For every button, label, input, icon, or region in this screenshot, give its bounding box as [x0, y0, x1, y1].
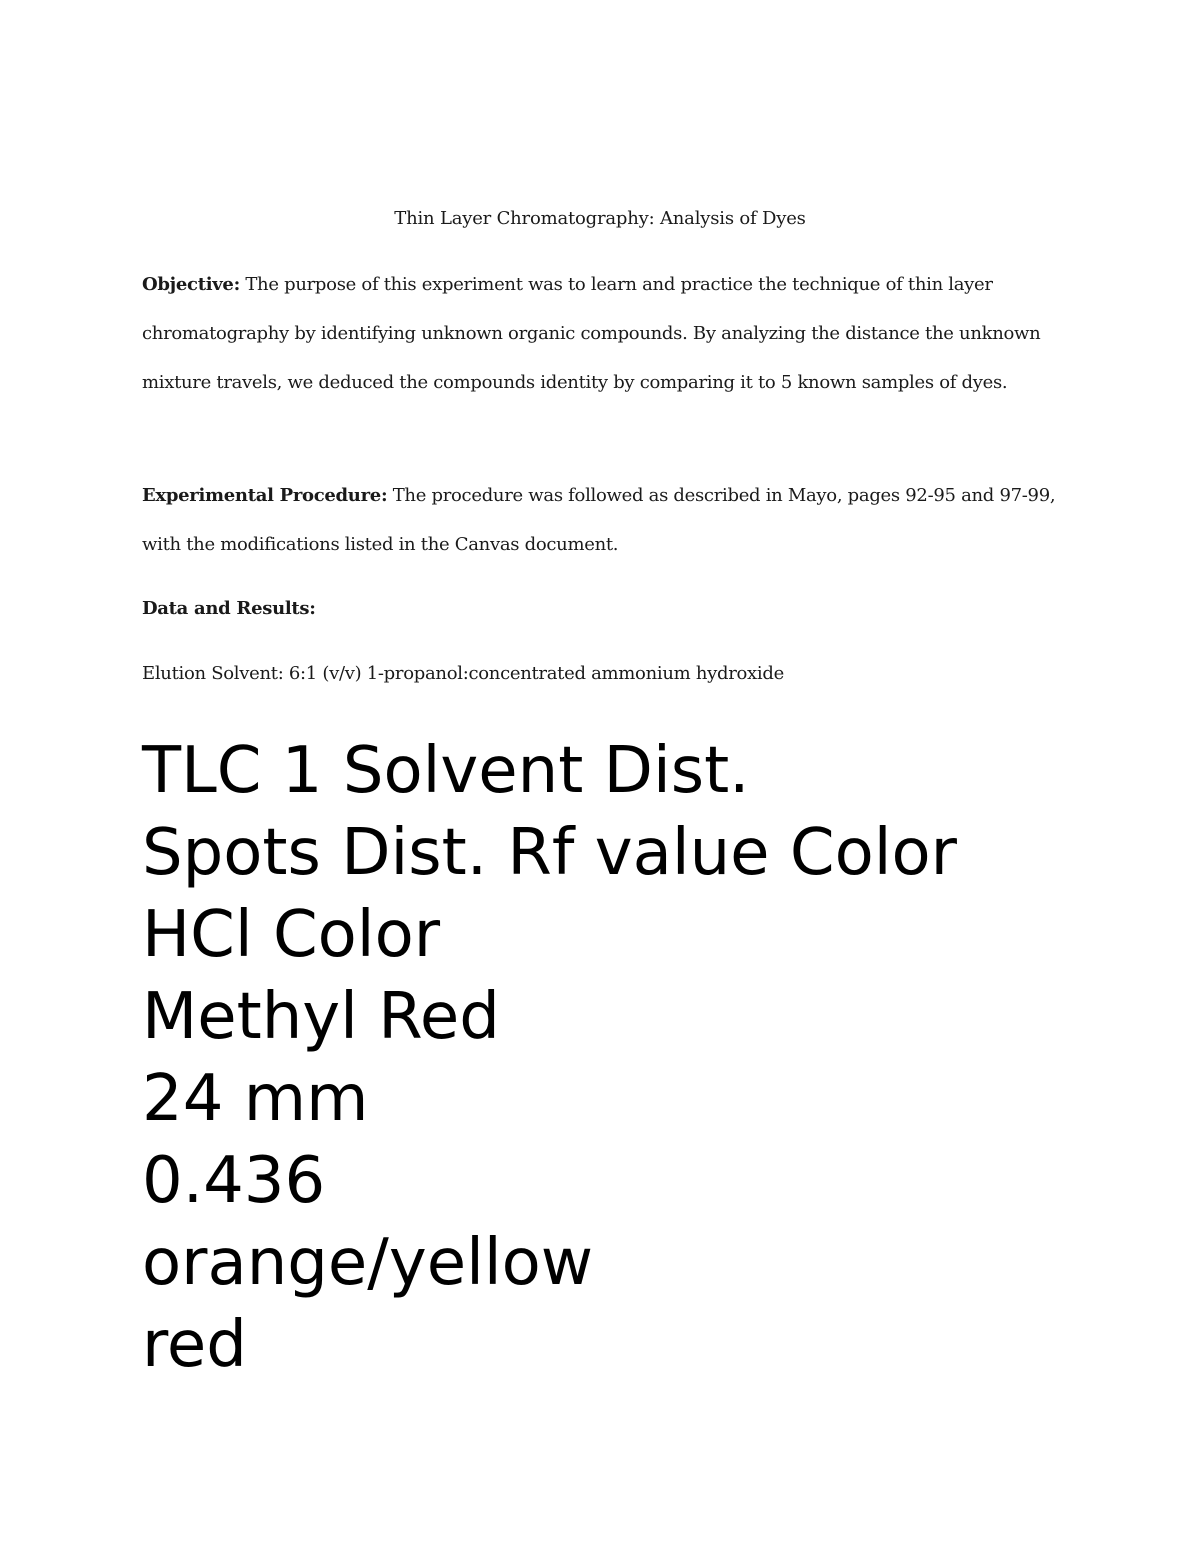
- tlc-table-text: [142, 730, 1162, 1386]
- objective-colon: :: [233, 274, 240, 295]
- table-text-line: red: [142, 1308, 247, 1382]
- data-results-label: Data and Results: [142, 598, 310, 619]
- table-text-line: 24 mm: [142, 1062, 369, 1136]
- table-text-line: orange/yellow: [142, 1226, 594, 1300]
- objective-text: The purpose of this experiment was to learn and practice the technique of thin layer chromatography by identifying unknown organic compounds. By analyzing the distance the unknown mixture travels, we deduced the compounds identity by comparing it to 5 known samples of dyes.: [142, 274, 1041, 393]
- elution-solvent-line: Elution Solvent: 6:1 (v/v) 1-propanol:concentrated ammonium hydroxide: [142, 663, 784, 684]
- data-results-heading: [142, 584, 1062, 633]
- table-text-line: TLC 1 Solvent Dist.: [142, 734, 750, 808]
- table-text-line: Spots Dist. Rf value Color: [142, 816, 957, 890]
- procedure-colon: :: [380, 485, 388, 506]
- procedure-paragraph: [142, 471, 1062, 569]
- table-text-line: 0.436: [142, 1144, 326, 1218]
- data-results-colon: :: [309, 598, 316, 619]
- table-text-line: Methyl Red: [142, 980, 500, 1054]
- table-text-line: HCl Color: [142, 898, 441, 972]
- document-title: Thin Layer Chromatography: Analysis of Dyes: [394, 208, 806, 229]
- objective-paragraph: [142, 260, 1062, 407]
- objective-label: Objective: [142, 274, 234, 295]
- procedure-text: The procedure was followed as described in Mayo, pages 92-95 and 97-99, with the modifications listed in the Canvas document.: [142, 485, 1056, 555]
- procedure-label: Experimental Procedure: [142, 485, 381, 506]
